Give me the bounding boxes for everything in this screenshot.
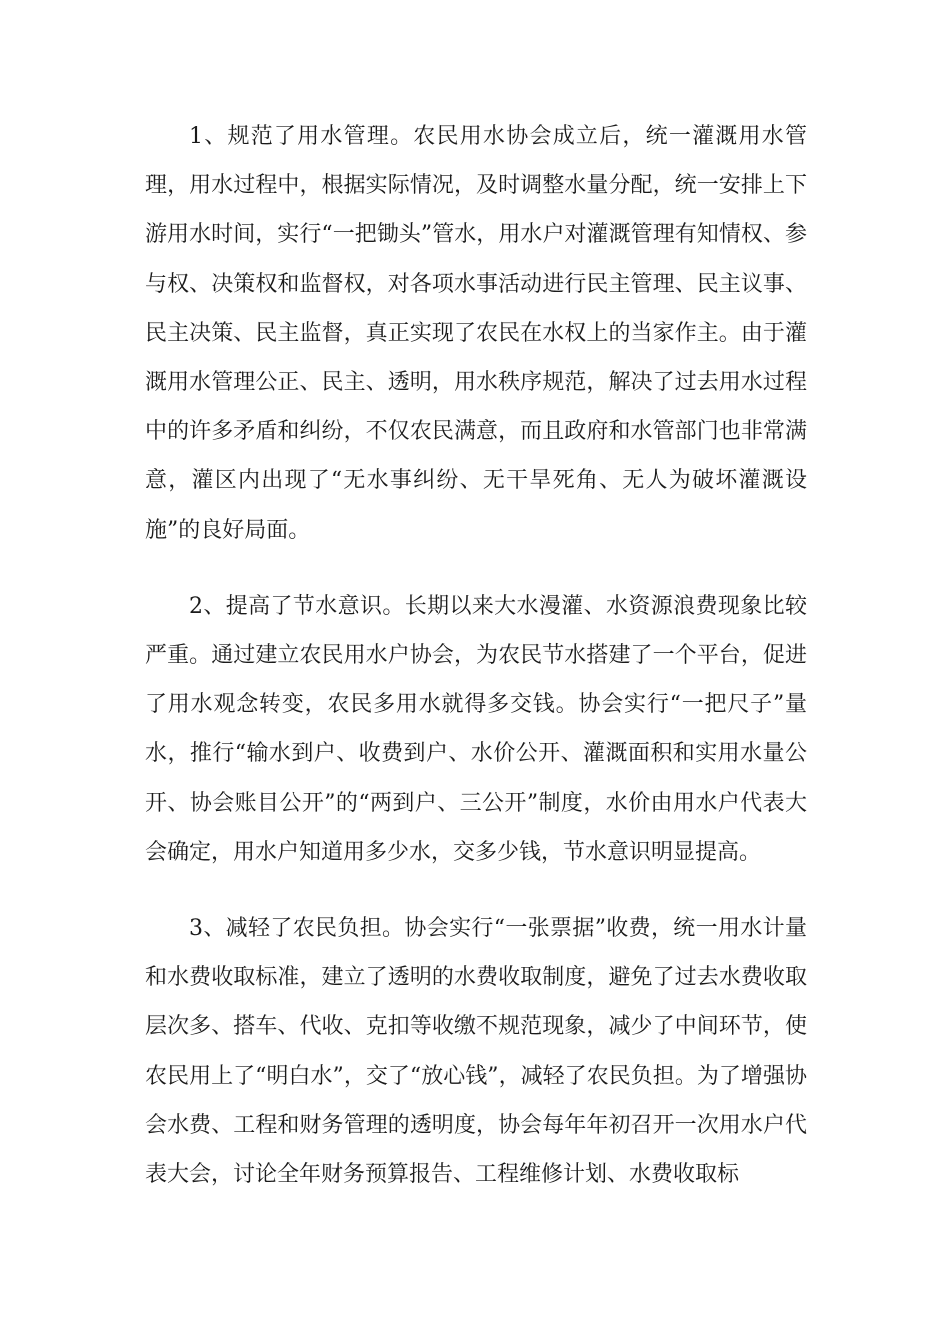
document-body (145, 112, 807, 1199)
paragraph-farmer-burden: 3、减轻了农民负担。协会实行“一张票据”收费，统一用水计量和水费收取标准，建立了透明的水费收取制度，避免了过去水费收取层次多、搭车、代收、克扣等收缴不规范现象，减少了中间环节，使农民用上了“明白水”，交了“放心钱”，减轻了农民负担。为了增强协会水费、工程和财务管理的透明度，协会每年年初召开一次用水户代表大会，讨论全年财务预算报告、工程维修计划、水费收取标 (145, 916, 807, 1188)
paragraph-water-management: 1、规范了用水管理。农民用水协会成立后，统一灌溉用水管理，用水过程中，根据实际情况，及时调整水量分配，统一安排上下游用水时间，实行“一把锄头”管水，用水户对灌溉管理有知情权、参与权、决策权和监督权，对各项水事活动进行民主管理、民主议事、民主决策、民主监督，真正实现了农民在水权上的当家作主。由于灌溉用水管理公正、民主、透明，用水秩序规范，解决了过去用水过程中的许多矛盾和纠纷，不仅农民满意，而且政府和水管部门也非常满意，灌区内出现了“无水事纠纷、无干旱死角、无人为破坏灌溉设施”的良好局面。 (145, 124, 807, 543)
paragraph-water-saving: 2、提高了节水意识。长期以来大水漫灌、水资源浪费现象比较严重。通过建立农民用水户协会，为农民节水搭建了一个平台，促进了用水观念转变，农民多用水就得多交钱。协会实行“一把尺子”量水，推行“输水到户、收费到户、水价公开、灌溉面积和实用水量公开、协会账目公开”的“两到户、三公开”制度，水价由用水户代表大会确定，用水户知道用多少水，交多少钱，节水意识明显提高。 (145, 593, 807, 865)
